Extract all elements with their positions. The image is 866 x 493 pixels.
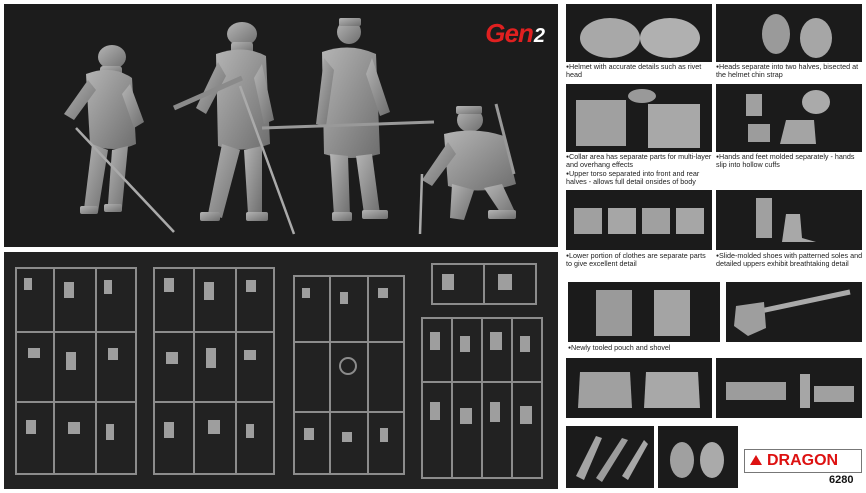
bread-bag-photo [566, 358, 712, 418]
gen2-logo [485, 18, 544, 49]
caption-heads: ● Heads separate into two halves, bisected at the helmet chin strap [716, 63, 864, 79]
bayonet-photo [566, 426, 654, 488]
gen-logo-text: Gen [485, 18, 533, 48]
pouch-photo [568, 282, 720, 342]
dragon-mark-icon [749, 453, 763, 467]
hands-feet-photo [716, 84, 862, 152]
grenades-photo [658, 426, 738, 488]
sprue-illustration [4, 252, 558, 489]
caption-collar: ● Collar area has separate parts for multi-layer and overhang effects [566, 153, 714, 169]
shovel-photo [726, 282, 862, 342]
gen-logo-number: 2 [533, 25, 544, 47]
shoes-photo [716, 190, 862, 250]
item-number: 6280 [829, 474, 854, 486]
caption-torso: ● Upper torso separated into front and rear halves - allows full detail onsides of body [566, 170, 714, 186]
torso-parts-photo [566, 84, 712, 152]
caption-helmet: ● Helmet with accurate details such as rivet head [566, 63, 710, 79]
sprue-photo [4, 252, 558, 489]
brand-name: DRAGON [767, 452, 839, 469]
ammo-pouches-photo [716, 358, 862, 418]
caption-lower-clothes: ● Lower portion of clothes are separate parts to give excellent detail [566, 252, 710, 268]
caption-hands-feet: ● Hands and feet molded separately - hands slip into hollow cuffs [716, 153, 864, 169]
helmet-photo [566, 4, 712, 62]
caption-pouch-shovel: ● Newly tooled pouch and shovel [568, 344, 768, 352]
caption-shoes: ● Slide-molded shoes with patterned soles and detailed uppers exhibit breathtaking detail [716, 252, 866, 268]
lower-clothes-photo [566, 190, 712, 250]
dragon-logo [744, 449, 862, 473]
figures-illustration [4, 4, 558, 247]
figure-set-photo [4, 4, 558, 247]
head-halves-photo [716, 4, 862, 62]
